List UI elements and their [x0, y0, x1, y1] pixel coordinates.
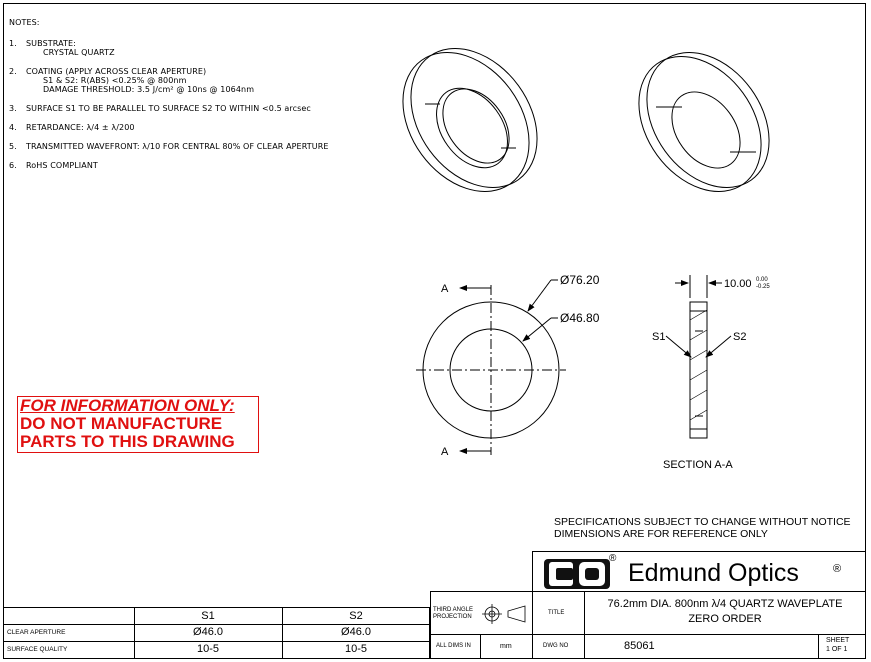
stamp-line-2: DO NOT MANUFACTURE	[20, 414, 223, 433]
spec-line-2: DIMENSIONS ARE FOR REFERENCE ONLY	[554, 528, 768, 540]
all-dims-label: ALL DIMS IN	[436, 643, 471, 649]
row-label-surface-quality: SURFACE QUALITY	[7, 646, 68, 653]
table-header-s1: S1	[201, 610, 215, 622]
stamp-line-3: PARTS TO THIS DRAWING	[20, 432, 235, 451]
isometric-view-back	[614, 29, 795, 215]
sheet-value: 1 OF 1	[826, 646, 848, 653]
section-view	[666, 275, 731, 438]
note-text: COATING (APPLY ACROSS CLEAR APERTURE)	[26, 67, 207, 76]
divider	[3, 641, 430, 642]
spec-note	[554, 516, 851, 540]
clear-aperture-s1: Ø46.0	[193, 626, 223, 638]
surface-quality-s2: 10-5	[344, 643, 368, 655]
divider	[480, 634, 481, 659]
surface-quality-s1: 10-5	[196, 643, 220, 655]
drawing-title: 76.2mm DIA. 800nm λ/4 QUARTZ WAVEPLATE	[607, 598, 843, 610]
divider	[818, 634, 819, 659]
note-text: TRANSMITTED WAVEFRONT: λ/10 FOR CENTRAL 80% OF CLEAR APERTURE	[26, 142, 329, 151]
section-mark-top: A	[441, 283, 449, 295]
edmund-logo-e-cut	[556, 568, 573, 580]
spec-line-1: SPECIFICATIONS SUBJECT TO CHANGE WITHOUT NOTICE	[554, 516, 851, 528]
isometric-view-front	[377, 24, 563, 216]
note-text: RETARDANCE: λ/4 ± λ/200	[26, 123, 135, 132]
units-value: mm	[500, 643, 512, 650]
note-number: 1.	[9, 39, 17, 48]
note-text: SURFACE S1 TO BE PARALLEL TO SURFACE S2 TO WITHIN <0.5 arcsec	[26, 104, 311, 113]
note-number: 4.	[9, 123, 17, 132]
thickness-tol-lower: -0.25	[756, 284, 770, 290]
note-subtext: CRYSTAL QUARTZ	[43, 48, 115, 57]
note-subtext: DAMAGE THRESHOLD: 3.5 J/cm² @ 10ns @ 1064nm	[43, 85, 255, 94]
title-label: TITLE	[548, 610, 565, 616]
sheet-label: SHEET	[826, 637, 850, 644]
thickness-dim: 10.00	[724, 278, 752, 290]
clear-aperture-s2: Ø46.0	[341, 626, 371, 638]
note-number: 3.	[9, 104, 17, 113]
drawing-subtitle: ZERO ORDER	[688, 613, 762, 625]
surface-s2-label: S2	[733, 331, 747, 343]
section-mark-bottom: A	[441, 446, 449, 458]
note-subtext: S1 & S2: R(ABS) <0.25% @ 800nm	[43, 76, 187, 85]
note-number: 2.	[9, 67, 17, 76]
front-view	[416, 280, 566, 455]
row-label-clear-aperture: CLEAR APERTURE	[7, 629, 66, 636]
note-number: 5.	[9, 142, 17, 151]
projection-label: THIRD ANGLE PROJECTION	[433, 607, 474, 620]
edmund-logo-o-cut	[585, 568, 599, 580]
divider	[532, 591, 533, 659]
drawing-number: 85061	[624, 640, 655, 652]
brand-registered: ®	[833, 563, 842, 575]
note-number: 6.	[9, 161, 17, 170]
section-view-label: SECTION A-A	[663, 459, 733, 471]
note-text: RoHS COMPLIANT	[26, 161, 98, 170]
logo-registered: ®	[609, 553, 617, 564]
outer-diameter-dim: Ø76.20	[560, 273, 600, 287]
dwg-no-label: DWG NO	[543, 643, 569, 649]
notes-title: NOTES:	[9, 18, 40, 27]
table-header-s2: S2	[349, 610, 363, 622]
thickness-tol-upper: 0.00	[756, 277, 768, 283]
divider	[430, 634, 866, 635]
stamp-line-1: FOR INFORMATION ONLY:	[20, 396, 235, 415]
note-text: SUBSTRATE:	[26, 39, 76, 48]
brand-name: Edmund Optics	[628, 559, 799, 587]
inner-diameter-dim: Ø46.80	[560, 311, 600, 325]
surface-s1-label: S1	[652, 331, 666, 343]
divider	[3, 624, 430, 625]
